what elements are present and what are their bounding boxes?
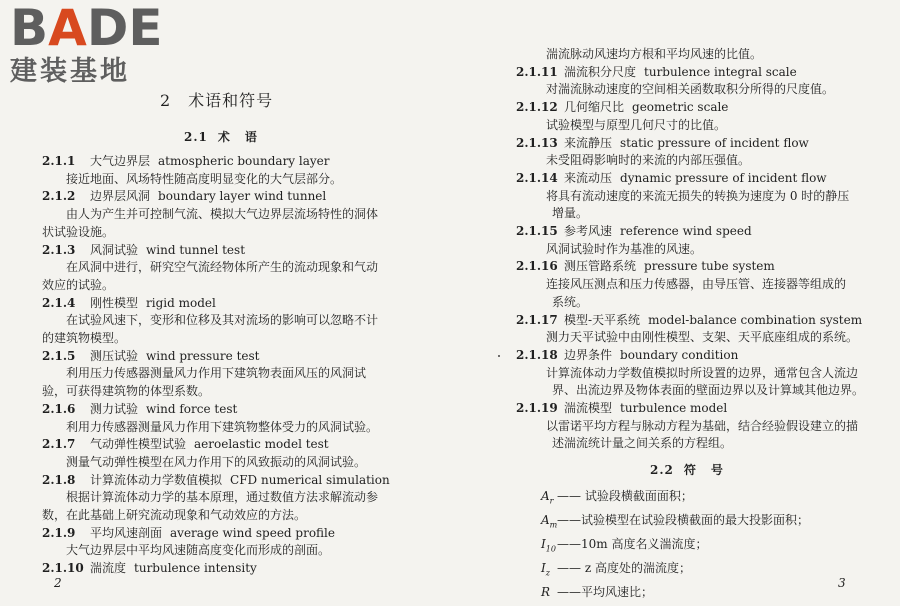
term-number: 2.1.13 <box>516 135 558 150</box>
chapter-title: 2 术语和符号 <box>160 91 274 110</box>
page-number-left: 2 <box>54 576 62 590</box>
term-chinese: 参考风速 <box>564 224 613 239</box>
term-list-right <box>516 46 876 453</box>
term-english: average wind speed profile <box>170 525 335 540</box>
definition-continuation: 湍流脉动风速均方根和平均风速的比值。 <box>546 47 763 61</box>
term-chinese: 测压试验 <box>90 348 139 363</box>
symbol-description: ——10m 高度名义湍流度； <box>557 536 708 551</box>
term-entry <box>42 153 394 171</box>
term-chinese: 平均风速剖面 <box>90 525 163 540</box>
term-chinese: 边界层风洞 <box>90 189 151 204</box>
term-english: geometric scale <box>632 100 729 115</box>
term-definition: 述湍流统计量之间关系的方程组。 <box>552 436 733 451</box>
term-chinese: 湍流积分尺度 <box>564 64 637 79</box>
term-definition: 利用力传感器测量风力作用下建筑物整体受力的风洞试验。 <box>66 419 379 434</box>
term-english: model-balance combination system <box>648 312 863 327</box>
term-number: 2.1.3 <box>42 242 76 257</box>
term-list-left <box>42 153 394 578</box>
term-entry <box>42 188 394 206</box>
term-number: 2.1.8 <box>42 472 76 487</box>
term-chinese: 湍流模型 <box>564 401 613 416</box>
term-number: 2.1.11 <box>516 64 558 79</box>
symbol: R <box>541 584 551 599</box>
symbol: $I_{10}$ <box>541 536 556 554</box>
term-definition: 利用压力传感器测量风力作用下建筑物表面风压的风洞试 <box>66 366 367 381</box>
term-chinese: 测压管路系统 <box>564 259 637 274</box>
term-english: static pressure of incident flow <box>620 135 809 150</box>
term-chinese: 风洞试验 <box>90 242 139 257</box>
term-number: 2.1.10 <box>42 561 84 576</box>
term-number: 2.1.2 <box>42 189 76 204</box>
term-english: wind tunnel test <box>146 242 246 257</box>
term-number: 2.1.12 <box>516 100 558 115</box>
term-entry <box>516 312 876 330</box>
term-number: 2.1.19 <box>516 401 558 416</box>
term-definition: 状试验设施。 <box>42 224 115 239</box>
term-number: 2.1.4 <box>42 295 76 310</box>
term-number: 2.1.14 <box>516 170 558 185</box>
term-definition: 由人为产生并可控制气流、模拟大气边界层流场特性的洞体 <box>66 207 379 222</box>
term-definition: 大气边界层中平均风速随高度变化而形成的剖面。 <box>66 543 331 558</box>
symbol: $A_r$ <box>541 489 554 506</box>
symbol-row <box>541 511 809 535</box>
term-definition: 风洞试验时作为基准的风速。 <box>546 241 703 256</box>
term-definition: 的建筑物模型。 <box>42 331 127 346</box>
symbol-description: —— 试验段横截面面积； <box>557 489 693 503</box>
term-entry <box>42 242 394 260</box>
symbol-row <box>541 559 809 583</box>
term-chinese: 几何缩尺比 <box>564 100 625 115</box>
term-english: pressure tube system <box>644 259 775 274</box>
term-number: 2.1.15 <box>516 224 558 239</box>
term-english: rigid model <box>146 295 216 310</box>
logo-subtitle: 建装基地 <box>10 56 130 87</box>
section-heading-terms: 2.1 术 语 <box>184 130 258 144</box>
term-english: atmospheric boundary layer <box>158 154 330 168</box>
term-chinese: 来流动压 <box>564 170 613 185</box>
symbol-description: ——平均风速比； <box>557 584 654 599</box>
term-definition: 数，在此基础上研究流动现象和气动效应的方法。 <box>42 508 307 523</box>
term-number: 2.1.9 <box>42 525 76 540</box>
term-definition: 增量。 <box>552 206 589 221</box>
term-number: 2.1.6 <box>42 401 76 416</box>
term-entry <box>42 401 394 419</box>
term-chinese: 刚性模型 <box>90 295 139 310</box>
term-english: boundary condition <box>620 347 739 362</box>
term-entry <box>516 223 876 241</box>
term-number: 2.1.16 <box>516 259 558 274</box>
term-definition: 界、出流边界及物体表面的壁面边界以及计算域其他边界。 <box>552 383 865 398</box>
term-english: turbulence model <box>620 401 728 416</box>
term-entry <box>42 525 394 543</box>
term-chinese: 模型-天平系统 <box>564 312 641 327</box>
symbol-description: —— z 高度处的湍流度； <box>557 560 691 575</box>
term-entry <box>42 348 394 366</box>
term-definition: 在风洞中进行，研究空气流经物体所产生的流动现象和气动 <box>66 260 379 275</box>
term-english: turbulence intensity <box>134 561 257 576</box>
term-english: reference wind speed <box>620 224 752 239</box>
term-definition: 未受阻碍影响时的来流的内部压强值。 <box>546 153 751 168</box>
term-definition: 连接风压测点和压力传感器，由导压管、连接器等组成的 <box>546 277 847 292</box>
term-entry <box>516 64 876 82</box>
section-heading-symbols: 2.2 符 号 <box>650 463 724 477</box>
term-definition: 根据计算流体动力学的基本原理，通过数值方法求解流动参 <box>66 490 379 505</box>
symbol-description: ——试验模型在试验段横截面的最大投影面积； <box>557 512 810 527</box>
symbol: $A_m$ <box>541 512 558 530</box>
term-definition: 系统。 <box>552 294 589 309</box>
term-chinese: 计算流体动力学数值模拟 <box>90 472 223 487</box>
term-entry <box>42 436 394 454</box>
term-entry <box>516 258 876 276</box>
term-english: aeroelastic model test <box>194 437 329 452</box>
symbol-row <box>541 535 809 559</box>
term-english: boundary layer wind tunnel <box>158 189 327 204</box>
term-english: turbulence integral scale <box>644 64 797 79</box>
symbol-list <box>541 487 809 606</box>
term-entry <box>42 560 394 578</box>
term-chinese: 测力试验 <box>90 401 139 416</box>
term-definition: 测量气动弹性模型在风力作用下的风致振动的风洞试验。 <box>66 454 367 469</box>
term-chinese: 气动弹性模型试验 <box>90 437 187 452</box>
term-entry <box>516 99 876 117</box>
scan-speck <box>498 355 500 357</box>
term-chinese: 边界条件 <box>564 347 613 362</box>
symbol: $I_z$ <box>541 560 550 578</box>
term-entry <box>516 400 876 418</box>
term-definition: 接近地面、风场特性随高度明显变化的大气层部分。 <box>66 171 343 186</box>
page-number-right: 3 <box>838 576 846 590</box>
symbol-row <box>541 583 809 606</box>
term-entry <box>42 295 394 313</box>
term-chinese: 大气边界层 <box>90 154 151 168</box>
term-chinese: 湍流度 <box>90 561 127 576</box>
term-chinese: 来流静压 <box>564 135 613 150</box>
term-english: wind force test <box>146 401 238 416</box>
symbol-row <box>541 487 809 511</box>
term-entry <box>516 347 876 365</box>
left-page <box>0 0 450 600</box>
term-entry <box>516 135 876 153</box>
term-definition: 以雷诺平均方程与脉动方程为基础，结合经验假设建立的描 <box>546 418 859 433</box>
term-number: 2.1.18 <box>516 347 558 362</box>
term-definition: 效应的试验。 <box>42 277 115 292</box>
term-definition: 测力天平试验中由刚性模型、支架、天平底座组成的系统。 <box>546 330 859 345</box>
term-english: CFD numerical simulation <box>230 472 390 487</box>
bade-logo: BADE <box>10 0 163 57</box>
term-number: 2.1.17 <box>516 312 558 327</box>
term-definition: 计算流体动力学数值模拟时所设置的边界，通常包含人流边 <box>546 365 859 380</box>
term-english: wind pressure test <box>146 348 260 363</box>
term-entry <box>516 170 876 188</box>
term-number: 2.1.5 <box>42 348 76 363</box>
term-definition: 验，可获得建筑物的体型系数。 <box>42 384 211 399</box>
term-entry <box>42 472 394 490</box>
term-number: 2.1.1 <box>42 154 76 168</box>
term-english: dynamic pressure of incident flow <box>620 170 827 185</box>
term-definition: 将具有流动速度的来流无损失的转换为速度为 0 时的静压 <box>546 188 850 203</box>
term-number: 2.1.7 <box>42 437 76 452</box>
term-definition: 对湍流脉动速度的空间相关函数取积分所得的尺度值。 <box>546 82 835 97</box>
term-definition: 试验模型与原型几何尺寸的比值。 <box>546 117 727 132</box>
term-definition: 在试验风速下，变形和位移及其对流场的影响可以忽略不计 <box>66 313 379 328</box>
